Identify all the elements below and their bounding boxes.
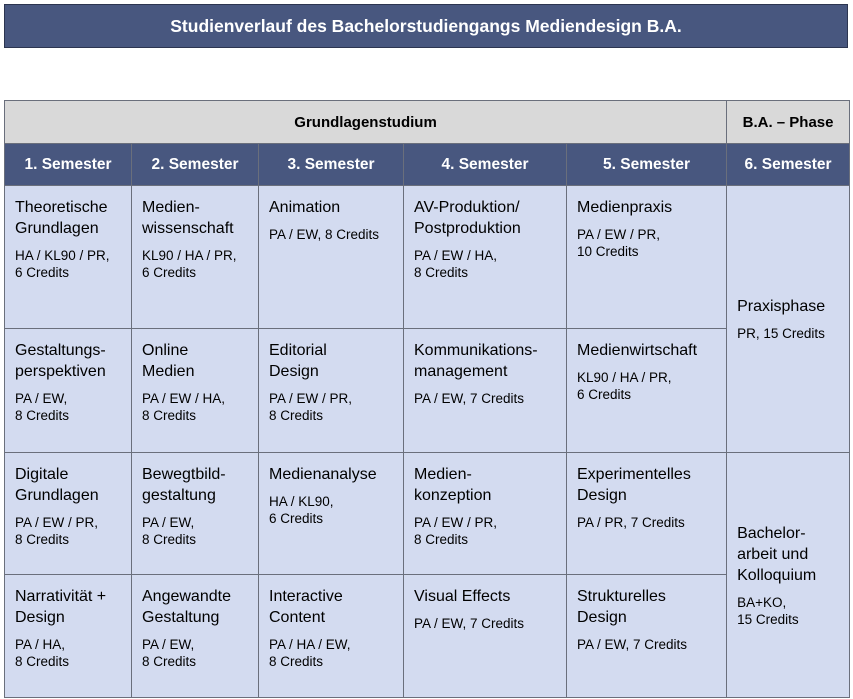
module-cell (5, 329, 132, 453)
module-cell (259, 186, 404, 329)
module-cell (5, 186, 132, 329)
module-name: Praxisphase (737, 298, 826, 315)
module-name: Theoretische Grundlagen (15, 199, 108, 237)
module-name: Gestaltungs- perspektiven (15, 342, 106, 380)
module-cell (567, 575, 727, 698)
module-credits: BA+KO, 15 Credits (737, 594, 799, 627)
semester-header-1: 1. Semester (5, 144, 132, 186)
module-cell (567, 329, 727, 453)
semester-header-4: 4. Semester (404, 144, 567, 186)
module-credits: KL90 / HA / PR, 6 Credits (577, 370, 672, 402)
module-name: Medienanalyse (269, 466, 377, 483)
module-cell (5, 575, 132, 698)
module-credits: PA / EW, 8 Credits (142, 515, 197, 547)
module-cell (132, 329, 259, 453)
module-name: Medien- wissenschaft (142, 199, 234, 237)
module-name: Digitale Grundlagen (15, 466, 99, 504)
curriculum-table (4, 100, 850, 698)
module-credits: PA / EW, 8 Credits (269, 227, 380, 242)
phase-header-foundation: Grundlagenstudium (5, 101, 727, 144)
module-credits: PA / PR, 7 Credits (577, 515, 685, 530)
module-credits: PA / EW / HA, 8 Credits (142, 391, 226, 423)
module-cell (259, 575, 404, 698)
module-cell (132, 453, 259, 575)
module-name: AV-Produktion/ Postproduktion (414, 199, 521, 237)
module-name: Narrativität + Design (15, 588, 107, 626)
module-credits: PA / EW, 8 Credits (15, 391, 70, 423)
module-credits: PA / EW / PR, 8 Credits (15, 515, 99, 547)
module-cell (404, 453, 567, 575)
module-cell (132, 575, 259, 698)
module-credits: PA / EW, 7 Credits (414, 391, 525, 406)
module-credits: HA / KL90 / PR, 6 Credits (15, 248, 110, 280)
module-cell (567, 186, 727, 329)
praxisphase-cell (727, 186, 850, 453)
module-credits: PA / EW / PR, 8 Credits (414, 515, 498, 547)
module-name: Experimentelles Design (577, 466, 691, 504)
module-name: Bewegtbild- gestaltung (142, 466, 226, 504)
semester-header-6: 6. Semester (727, 144, 850, 186)
module-credits: PA / EW / PR, 10 Credits (577, 227, 661, 259)
semester-header-2: 2. Semester (132, 144, 259, 186)
module-name: Bachelor- arbeit und Kolloquium (737, 524, 817, 584)
module-cell (259, 329, 404, 453)
semester-header-3: 3. Semester (259, 144, 404, 186)
module-name: Interactive Content (269, 588, 343, 626)
module-name: Visual Effects (414, 588, 511, 605)
module-credits: KL90 / HA / PR, 6 Credits (142, 248, 237, 280)
module-name: Medien- konzeption (414, 466, 492, 504)
module-credits: PR, 15 Credits (737, 326, 825, 341)
module-name: Angewandte Gestaltung (142, 588, 231, 626)
module-credits: HA / KL90, 6 Credits (269, 494, 334, 526)
module-name: Medienwirtschaft (577, 342, 698, 359)
module-cell (132, 186, 259, 329)
module-name: Medienpraxis (577, 199, 673, 216)
module-name: Strukturelles Design (577, 588, 666, 626)
module-credits: PA / EW, 7 Credits (414, 616, 525, 631)
module-name: Online Medien (142, 342, 195, 380)
phase-header-ba: B.A. – Phase (727, 101, 850, 144)
module-cell (404, 329, 567, 453)
module-name: Editorial Design (269, 342, 327, 380)
module-name: Animation (269, 199, 341, 216)
module-credits: PA / HA, 8 Credits (15, 637, 70, 669)
module-credits: PA / EW, 7 Credits (577, 637, 688, 652)
module-credits: PA / EW, 8 Credits (142, 637, 197, 669)
module-credits: PA / HA / EW, 8 Credits (269, 637, 351, 669)
module-cell (567, 453, 727, 575)
module-name: Kommunikations- management (414, 342, 538, 380)
module-credits: PA / EW / HA, 8 Credits (414, 248, 498, 280)
semester-header-5: 5. Semester (567, 144, 727, 186)
module-cell (259, 453, 404, 575)
bachelor-thesis-cell (727, 453, 850, 698)
module-cell (5, 453, 132, 575)
module-cell (404, 575, 567, 698)
module-credits: PA / EW / PR, 8 Credits (269, 391, 353, 423)
page-title: Studienverlauf des Bachelorstudiengangs Mediendesign B.A. (4, 4, 848, 48)
module-cell (404, 186, 567, 329)
